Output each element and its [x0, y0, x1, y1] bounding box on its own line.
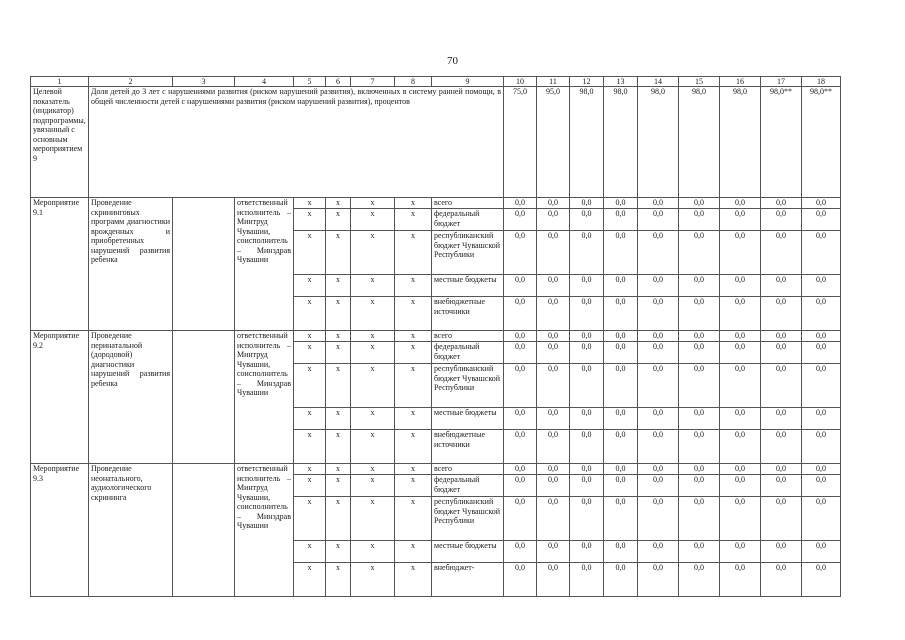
funding-value: 0,0	[504, 297, 537, 331]
funding-value: 0,0	[720, 198, 761, 209]
funding-value: 0,0	[604, 275, 638, 297]
funding-value: 0,0	[720, 464, 761, 475]
x-mark: x	[351, 464, 395, 475]
funding-value: 0,0	[638, 231, 679, 275]
funding-value: 0,0	[802, 231, 841, 275]
funding-value: 0,0	[761, 231, 802, 275]
x-mark: x	[351, 430, 395, 464]
funding-value: 0,0	[570, 297, 604, 331]
column-number: 4	[235, 77, 294, 87]
indicator-value: 98,0**	[802, 87, 841, 198]
funding-value: 0,0	[504, 408, 537, 430]
funding-value: 0,0	[802, 297, 841, 331]
funding-value: 0,0	[679, 408, 720, 430]
funding-value: 0,0	[679, 198, 720, 209]
funding-value: 0,0	[604, 497, 638, 541]
x-mark: x	[395, 275, 432, 297]
funding-source: местные бюджеты	[432, 408, 504, 430]
funding-value: 0,0	[720, 541, 761, 563]
x-mark: x	[294, 541, 326, 563]
funding-value: 0,0	[604, 430, 638, 464]
funding-row	[31, 331, 841, 342]
x-mark: x	[395, 364, 432, 408]
funding-value: 0,0	[504, 364, 537, 408]
indicator-value: 98,0	[720, 87, 761, 198]
funding-value: 0,0	[679, 497, 720, 541]
funding-value: 0,0	[802, 331, 841, 342]
indicator-value: 98,0	[638, 87, 679, 198]
funding-value: 0,0	[537, 275, 570, 297]
funding-value: 0,0	[761, 331, 802, 342]
column-number: 3	[173, 77, 235, 87]
funding-value: 0,0	[537, 497, 570, 541]
funding-value: 0,0	[638, 541, 679, 563]
funding-value: 0,0	[679, 430, 720, 464]
funding-value: 0,0	[570, 364, 604, 408]
indicator-text: Доля детей до 3 лет с нарушениями развития (риском нарушений развития), включенных в систему ранней помощи, в общей численности детей с нарушениями развития (риском нарушений развития), процентов	[89, 87, 504, 198]
column-number: 11	[537, 77, 570, 87]
x-mark: x	[395, 231, 432, 275]
responsible-executor: ответственный исполнитель – Минтруд Чувашии, соисполнитель – Минздрав Чувашии	[235, 198, 294, 331]
funding-value: 0,0	[537, 331, 570, 342]
funding-value: 0,0	[802, 342, 841, 364]
x-mark: x	[351, 541, 395, 563]
funding-value: 0,0	[679, 464, 720, 475]
funding-value: 0,0	[761, 563, 802, 597]
funding-value: 0,0	[679, 209, 720, 231]
event-name: Мероприятие 9.2	[31, 331, 89, 464]
x-mark: x	[326, 297, 351, 331]
x-mark: x	[351, 475, 395, 497]
x-mark: x	[326, 275, 351, 297]
funding-value: 0,0	[570, 563, 604, 597]
x-mark: x	[326, 342, 351, 364]
column-number: 2	[89, 77, 173, 87]
funding-value: 0,0	[504, 541, 537, 563]
x-mark: x	[294, 297, 326, 331]
funding-value: 0,0	[537, 541, 570, 563]
funding-value: 0,0	[504, 342, 537, 364]
indicator-value: 95,0	[537, 87, 570, 198]
funding-value: 0,0	[504, 198, 537, 209]
funding-value: 0,0	[638, 198, 679, 209]
funding-row	[31, 198, 841, 209]
funding-value: 0,0	[604, 364, 638, 408]
funding-value: 0,0	[570, 464, 604, 475]
funding-value: 0,0	[638, 331, 679, 342]
funding-value: 0,0	[537, 198, 570, 209]
funding-value: 0,0	[802, 563, 841, 597]
column-number: 18	[802, 77, 841, 87]
x-mark: x	[326, 475, 351, 497]
indicator-value: 98,0**	[761, 87, 802, 198]
funding-value: 0,0	[638, 342, 679, 364]
funding-value: 0,0	[720, 297, 761, 331]
x-mark: x	[395, 475, 432, 497]
funding-value: 0,0	[604, 198, 638, 209]
empty-cell	[173, 464, 235, 597]
funding-value: 0,0	[570, 475, 604, 497]
column-number: 8	[395, 77, 432, 87]
funding-value: 0,0	[604, 342, 638, 364]
program-table	[30, 76, 841, 597]
funding-value: 0,0	[679, 475, 720, 497]
x-mark: x	[351, 331, 395, 342]
funding-value: 0,0	[537, 563, 570, 597]
funding-value: 0,0	[537, 231, 570, 275]
funding-value: 0,0	[570, 331, 604, 342]
funding-value: 0,0	[504, 275, 537, 297]
funding-value: 0,0	[802, 364, 841, 408]
x-mark: x	[395, 464, 432, 475]
funding-value: 0,0	[802, 209, 841, 231]
funding-value: 0,0	[604, 297, 638, 331]
x-mark: x	[351, 497, 395, 541]
funding-value: 0,0	[504, 464, 537, 475]
funding-source: федеральный бюджет	[432, 475, 504, 497]
funding-value: 0,0	[504, 475, 537, 497]
funding-source: республиканский бюджет Чувашской Республики	[432, 497, 504, 541]
funding-value: 0,0	[537, 209, 570, 231]
x-mark: x	[395, 331, 432, 342]
x-mark: x	[395, 198, 432, 209]
column-number: 7	[351, 77, 395, 87]
funding-value: 0,0	[761, 497, 802, 541]
x-mark: x	[395, 297, 432, 331]
funding-value: 0,0	[802, 464, 841, 475]
funding-value: 0,0	[537, 364, 570, 408]
indicator-value: 98,0	[604, 87, 638, 198]
column-number: 9	[432, 77, 504, 87]
funding-value: 0,0	[761, 430, 802, 464]
funding-value: 0,0	[761, 408, 802, 430]
funding-value: 0,0	[570, 541, 604, 563]
funding-value: 0,0	[638, 408, 679, 430]
funding-value: 0,0	[570, 408, 604, 430]
funding-value: 0,0	[604, 541, 638, 563]
x-mark: x	[294, 430, 326, 464]
funding-value: 0,0	[720, 408, 761, 430]
funding-value: 0,0	[604, 331, 638, 342]
funding-source: местные бюджеты	[432, 275, 504, 297]
funding-value: 0,0	[604, 231, 638, 275]
x-mark: x	[395, 209, 432, 231]
funding-value: 0,0	[720, 231, 761, 275]
funding-value: 0,0	[638, 563, 679, 597]
indicator-value: 75,0	[504, 87, 537, 198]
page-number: 70	[447, 55, 458, 67]
column-number: 14	[638, 77, 679, 87]
x-mark: x	[294, 497, 326, 541]
funding-source: республиканский бюджет Чувашской Республики	[432, 231, 504, 275]
x-mark: x	[395, 430, 432, 464]
funding-value: 0,0	[720, 430, 761, 464]
x-mark: x	[395, 563, 432, 597]
funding-value: 0,0	[679, 541, 720, 563]
x-mark: x	[326, 430, 351, 464]
funding-value: 0,0	[504, 331, 537, 342]
x-mark: x	[351, 408, 395, 430]
indicator-value: 98,0	[679, 87, 720, 198]
funding-value: 0,0	[604, 408, 638, 430]
x-mark: x	[326, 408, 351, 430]
funding-value: 0,0	[761, 475, 802, 497]
funding-value: 0,0	[537, 297, 570, 331]
x-mark: x	[326, 497, 351, 541]
column-number: 12	[570, 77, 604, 87]
funding-value: 0,0	[638, 364, 679, 408]
column-number: 16	[720, 77, 761, 87]
x-mark: x	[326, 464, 351, 475]
funding-value: 0,0	[802, 198, 841, 209]
x-mark: x	[395, 541, 432, 563]
x-mark: x	[351, 342, 395, 364]
funding-value: 0,0	[604, 464, 638, 475]
funding-value: 0,0	[802, 430, 841, 464]
funding-value: 0,0	[679, 563, 720, 597]
x-mark: x	[294, 342, 326, 364]
x-mark: x	[395, 342, 432, 364]
x-mark: x	[326, 209, 351, 231]
funding-value: 0,0	[537, 464, 570, 475]
funding-value: 0,0	[570, 209, 604, 231]
x-mark: x	[326, 331, 351, 342]
funding-value: 0,0	[537, 430, 570, 464]
funding-source: всего	[432, 464, 504, 475]
x-mark: x	[351, 275, 395, 297]
funding-value: 0,0	[802, 475, 841, 497]
funding-value: 0,0	[504, 209, 537, 231]
funding-value: 0,0	[679, 297, 720, 331]
x-mark: x	[326, 198, 351, 209]
column-number-row	[31, 77, 841, 87]
funding-value: 0,0	[570, 430, 604, 464]
funding-value: 0,0	[720, 497, 761, 541]
funding-value: 0,0	[720, 563, 761, 597]
funding-source: внебюджетные источники	[432, 297, 504, 331]
empty-cell	[173, 331, 235, 464]
funding-value: 0,0	[679, 331, 720, 342]
x-mark: x	[294, 331, 326, 342]
x-mark: x	[326, 364, 351, 408]
funding-value: 0,0	[720, 209, 761, 231]
funding-value: 0,0	[761, 198, 802, 209]
x-mark: x	[294, 408, 326, 430]
column-number: 10	[504, 77, 537, 87]
funding-value: 0,0	[570, 275, 604, 297]
funding-value: 0,0	[720, 364, 761, 408]
x-mark: x	[294, 275, 326, 297]
funding-value: 0,0	[720, 331, 761, 342]
funding-value: 0,0	[761, 297, 802, 331]
funding-value: 0,0	[638, 297, 679, 331]
funding-row	[31, 464, 841, 475]
column-number: 1	[31, 77, 89, 87]
funding-value: 0,0	[802, 497, 841, 541]
funding-source: республиканский бюджет Чувашской Республики	[432, 364, 504, 408]
funding-value: 0,0	[504, 231, 537, 275]
event-description: Проведение перинатальной (дородовой) диагностики нарушений развития ребенка	[89, 331, 173, 464]
x-mark: x	[294, 231, 326, 275]
funding-value: 0,0	[570, 231, 604, 275]
funding-value: 0,0	[537, 408, 570, 430]
funding-value: 0,0	[537, 342, 570, 364]
funding-value: 0,0	[638, 475, 679, 497]
funding-value: 0,0	[761, 364, 802, 408]
funding-source: федеральный бюджет	[432, 342, 504, 364]
x-mark: x	[351, 563, 395, 597]
funding-source: внебюджетные источники	[432, 430, 504, 464]
funding-source: внебюджет-	[432, 563, 504, 597]
x-mark: x	[326, 541, 351, 563]
x-mark: x	[351, 231, 395, 275]
funding-value: 0,0	[504, 430, 537, 464]
x-mark: x	[395, 408, 432, 430]
funding-value: 0,0	[761, 464, 802, 475]
indicator-value: 98,0	[570, 87, 604, 198]
funding-value: 0,0	[604, 209, 638, 231]
x-mark: x	[294, 475, 326, 497]
funding-source: всего	[432, 198, 504, 209]
x-mark: x	[351, 364, 395, 408]
event-name: Мероприятие 9.3	[31, 464, 89, 597]
funding-value: 0,0	[679, 342, 720, 364]
empty-cell	[173, 198, 235, 331]
funding-value: 0,0	[802, 408, 841, 430]
funding-value: 0,0	[604, 475, 638, 497]
funding-value: 0,0	[679, 231, 720, 275]
funding-value: 0,0	[720, 475, 761, 497]
x-mark: x	[294, 464, 326, 475]
x-mark: x	[395, 497, 432, 541]
x-mark: x	[294, 563, 326, 597]
funding-value: 0,0	[570, 342, 604, 364]
funding-value: 0,0	[679, 275, 720, 297]
funding-value: 0,0	[638, 209, 679, 231]
funding-value: 0,0	[504, 563, 537, 597]
funding-value: 0,0	[802, 275, 841, 297]
x-mark: x	[294, 198, 326, 209]
funding-value: 0,0	[761, 342, 802, 364]
funding-value: 0,0	[720, 342, 761, 364]
funding-value: 0,0	[570, 198, 604, 209]
x-mark: x	[351, 297, 395, 331]
funding-value: 0,0	[720, 275, 761, 297]
responsible-executor: ответственный исполнитель – Минтруд Чувашии, соисполнитель – Минздрав Чувашии	[235, 464, 294, 597]
funding-source: федеральный бюджет	[432, 209, 504, 231]
x-mark: x	[294, 209, 326, 231]
funding-value: 0,0	[537, 475, 570, 497]
x-mark: x	[326, 563, 351, 597]
funding-value: 0,0	[638, 430, 679, 464]
column-number: 6	[326, 77, 351, 87]
x-mark: x	[351, 198, 395, 209]
funding-value: 0,0	[761, 209, 802, 231]
funding-value: 0,0	[604, 563, 638, 597]
funding-value: 0,0	[638, 497, 679, 541]
funding-value: 0,0	[504, 497, 537, 541]
responsible-executor: ответственный исполнитель – Минтруд Чувашии, соисполнитель – Минздрав Чувашии	[235, 331, 294, 464]
funding-value: 0,0	[761, 541, 802, 563]
event-name: Мероприятие 9.1	[31, 198, 89, 331]
funding-value: 0,0	[761, 275, 802, 297]
funding-source: местные бюджеты	[432, 541, 504, 563]
funding-value: 0,0	[802, 541, 841, 563]
column-number: 5	[294, 77, 326, 87]
column-number: 17	[761, 77, 802, 87]
funding-value: 0,0	[638, 275, 679, 297]
column-number: 13	[604, 77, 638, 87]
funding-value: 0,0	[679, 364, 720, 408]
x-mark: x	[326, 231, 351, 275]
event-description: Проведение скрининговых программ диагностики врожденных и приобретенных нарушений развития ребенка	[89, 198, 173, 331]
indicator-label: Целевой показатель (индикатор) подпрограммы, увязанный с основным мероприятием 9	[31, 87, 89, 198]
x-mark: x	[351, 209, 395, 231]
indicator-row	[31, 87, 841, 198]
funding-value: 0,0	[638, 464, 679, 475]
funding-value: 0,0	[570, 497, 604, 541]
event-description: Проведение неонатального, аудиологического скрининга	[89, 464, 173, 597]
x-mark: x	[294, 364, 326, 408]
funding-source: всего	[432, 331, 504, 342]
column-number: 15	[679, 77, 720, 87]
